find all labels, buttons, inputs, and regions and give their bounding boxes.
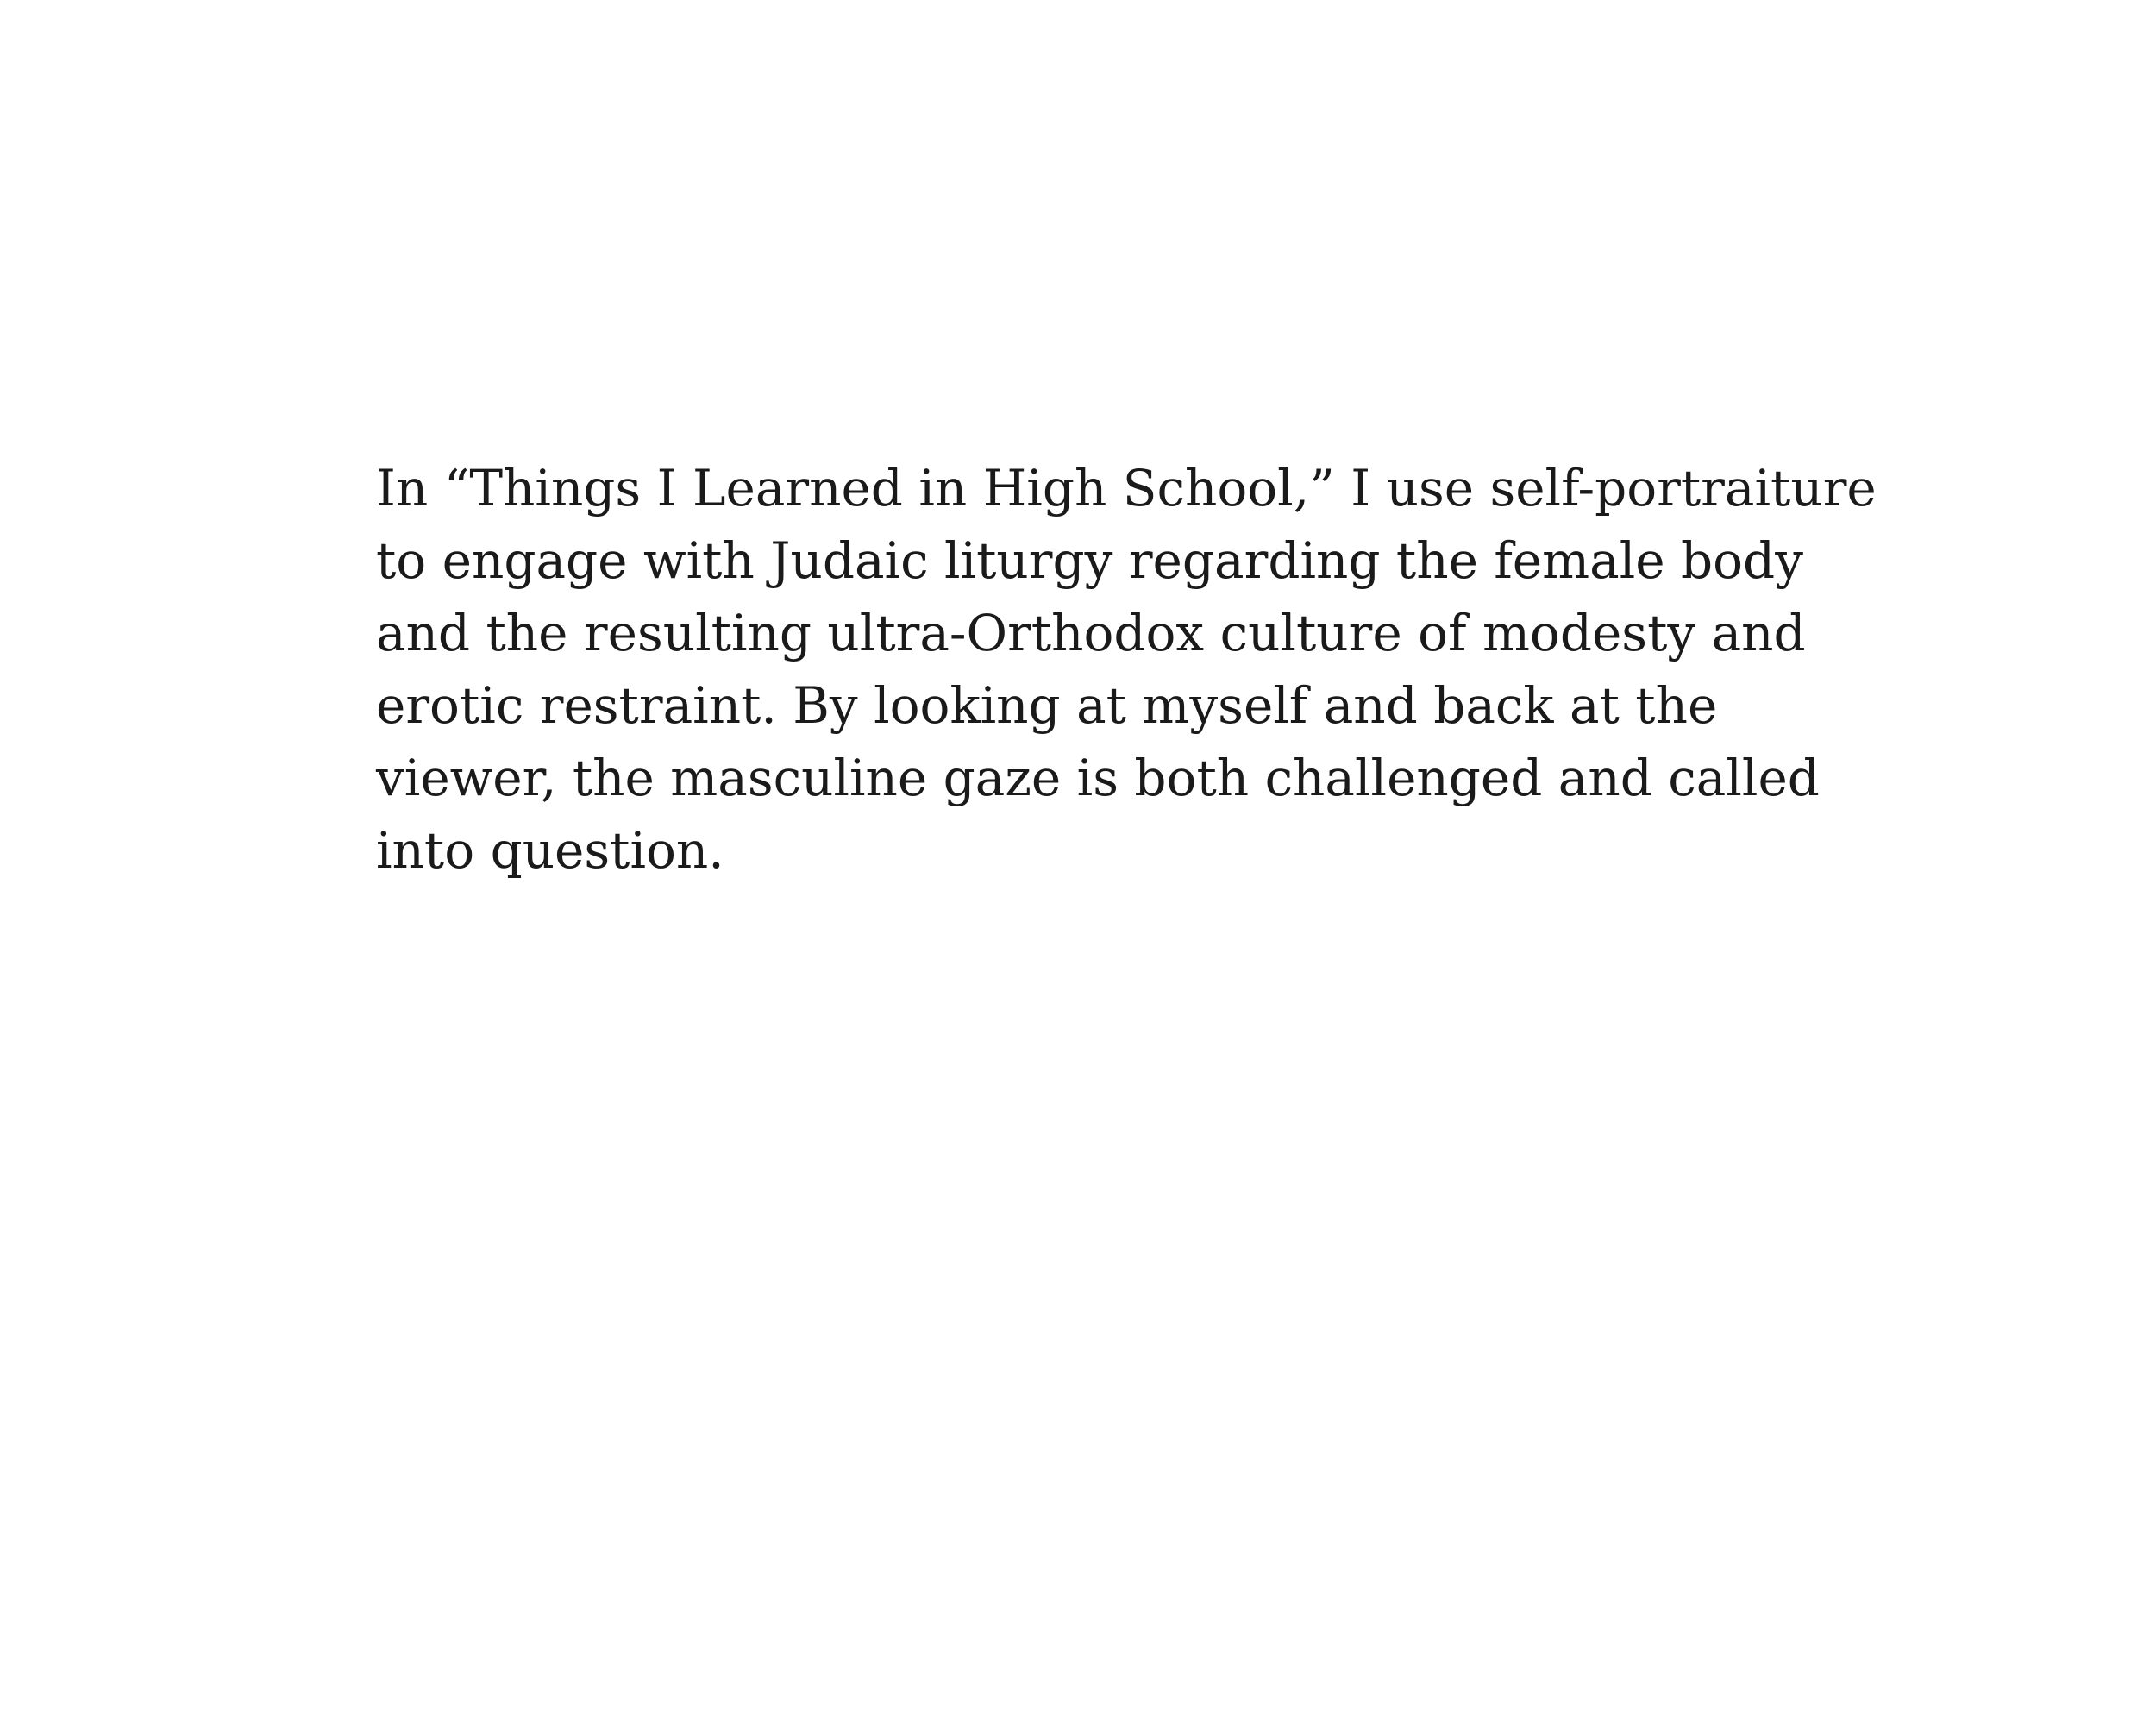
statement-line: viewer, the masculine gaze is both challenged and called (376, 749, 1820, 807)
statement-line: In “Things I Learned in High School,” I use self-portraiture (376, 459, 1877, 518)
statement-line: erotic restraint. By looking at myself and back at the (376, 676, 1718, 735)
statement-line: into question. (376, 821, 724, 880)
artist-statement-paragraph (376, 452, 1877, 887)
statement-line: and the resulting ultra-Orthodox culture of modesty and (376, 604, 1806, 662)
statement-line: to engage with Judaic liturgy regarding the female body (376, 531, 1803, 590)
